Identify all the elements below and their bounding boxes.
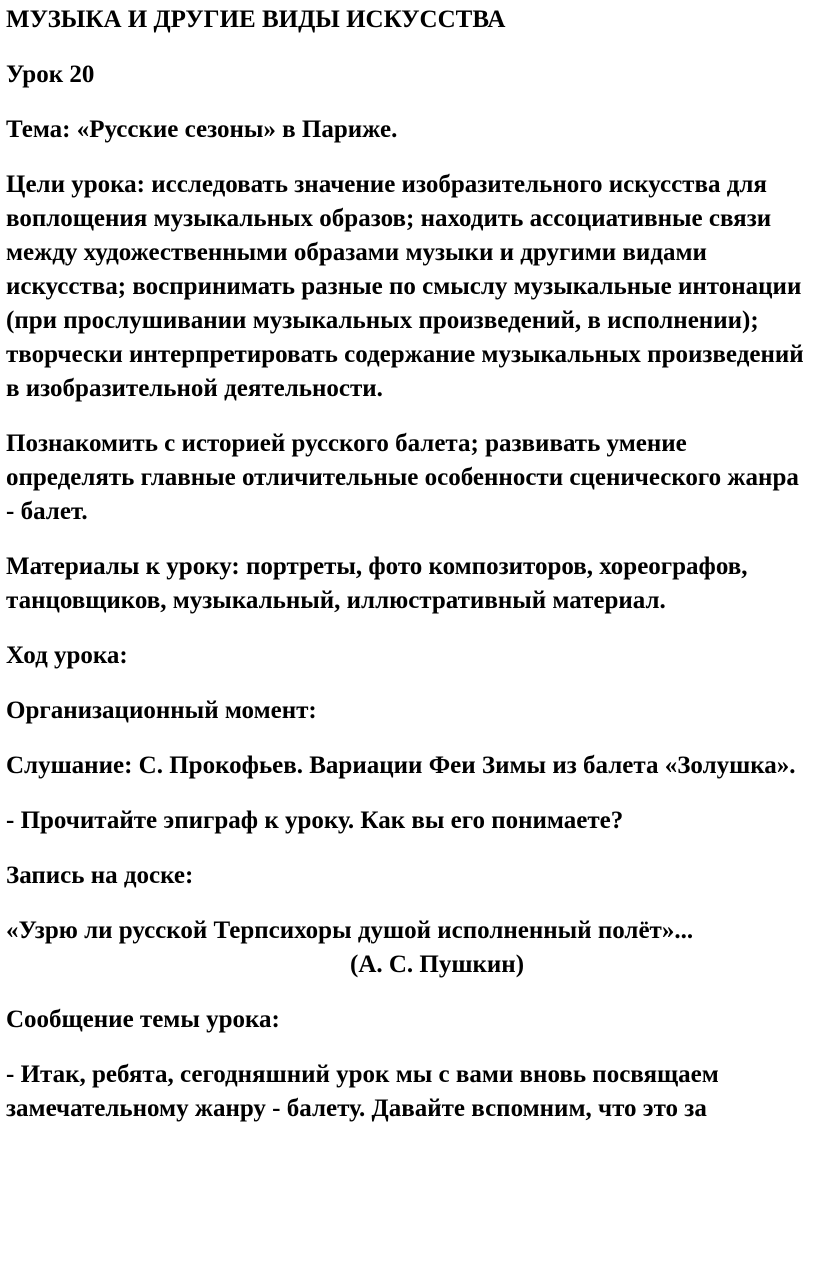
document-page <box>6 0 812 1147</box>
lesson-number: Урок 20 <box>6 61 95 88</box>
lesson-materials: Материалы к уроку: портреты, фото композиторов, хореографов, танцовщиков, музыкальный, иллюстративный материал. <box>6 553 748 614</box>
topic-message: Сообщение темы урока: <box>6 1006 280 1033</box>
document-heading: МУЗЫКА И ДРУГИЕ ВИДЫ ИСКУССТВА <box>6 6 506 33</box>
quote-author: (А. С. Пушкин) <box>350 951 525 978</box>
organizational-moment: Организационный момент: <box>6 697 317 724</box>
epigraph-quote <box>6 914 812 982</box>
quote-text: «Узрю ли русской Терпсихоры душой исполненный полёт»... <box>6 917 694 944</box>
board-note: Запись на доске: <box>6 862 194 889</box>
lesson-goals: Цели урока: исследовать значение изобразительного искусства для воплощения музыкальных образов; находить ассоциативные связи между художественными образами музыки и другими видами искусства; воспринимать разные по смыслу музыкальные интонации (при прослушивании музыкальных произведений, в исполнении); творчески интерпретировать содержание музыкальных произведений в изобразительной деятельности. <box>6 171 804 402</box>
epigraph-question: - Прочитайте эпиграф к уроку. Как вы его понимаете? <box>6 807 624 834</box>
lesson-familiarize: Познакомить с историей русского балета; развивать умение определять главные отличительные особенности сценического жанра - балет. <box>6 430 799 525</box>
lesson-course: Ход урока: <box>6 642 128 669</box>
listening-item: Слушание: С. Прокофьев. Вариации Феи Зимы из балета «Золушка». <box>6 752 796 779</box>
intro-text: - Итак, ребята, сегодняшний урок мы с вами вновь посвящаем замечательному жанру - балету. Давайте вспомним, что это за <box>6 1061 719 1122</box>
lesson-topic: Тема: «Русские сезоны» в Париже. <box>6 116 398 143</box>
